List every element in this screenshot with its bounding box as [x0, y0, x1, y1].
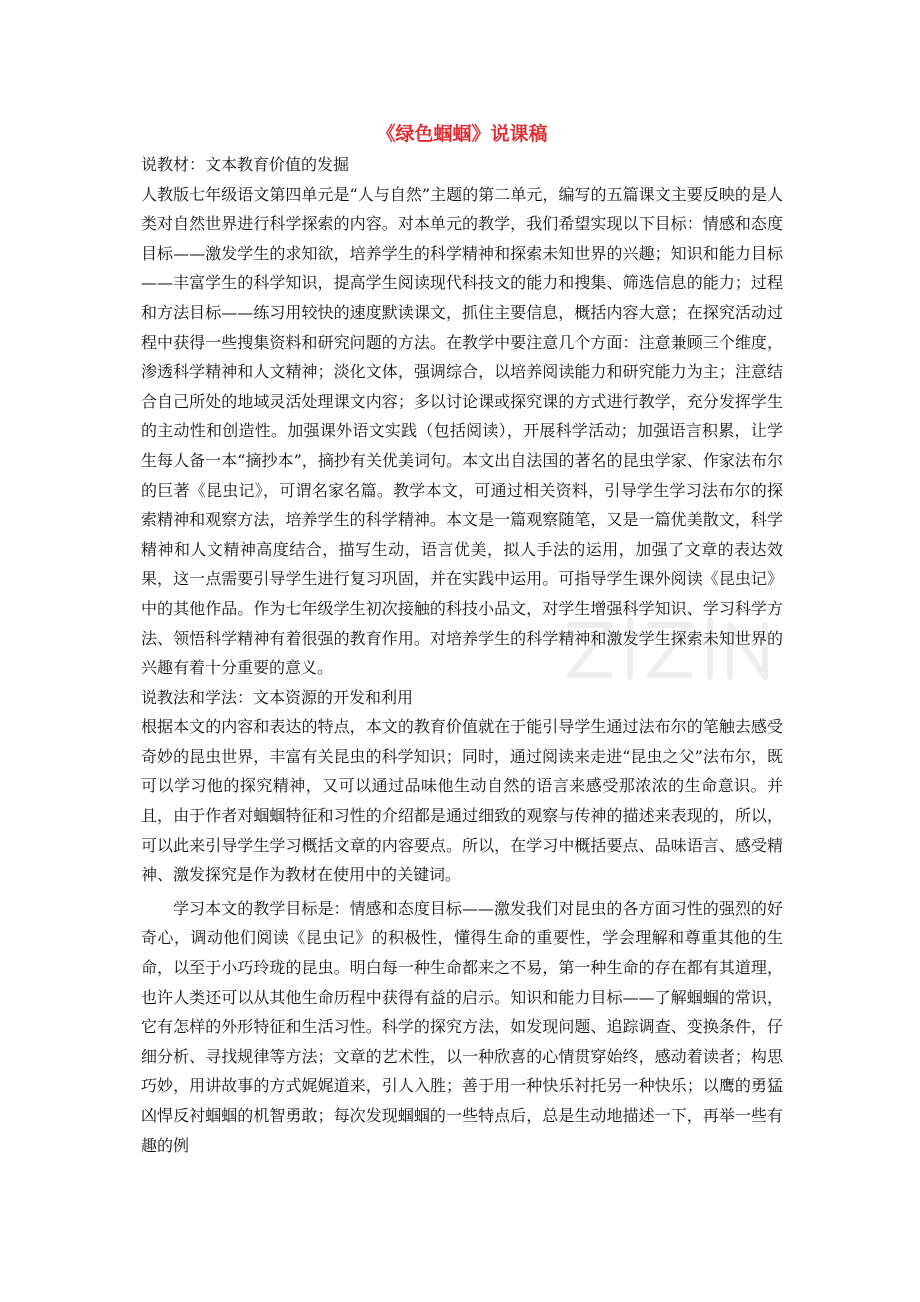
paragraph-objectives: 学习本文的教学目标是：情感和态度目标——激发我们对昆虫的各方面习性的强烈的好奇心，调动他们阅读《昆虫记》的积极性，懂得生命的重要性，学会理解和尊重其他的生命，以至于小巧玲珑的昆虫。明白每一种生命都来之不易，第一种生命的存在都有其道理，也许人类还可以从其他生命历程中获得有益的启示。知识和能力目标——了解蝈蝈的常识，它有怎样的外形特征和生活习性。科学的探究方法，如发现问题、追踪调查、变换条件，仔细分析、寻找规律等方法；文章的艺术性，以一种欣喜的心情贯穿始终，感动着读者；构思巧妙，用讲故事的方式娓娓道来，引人入胜；善于用一种快乐衬托另一种快乐；以鹰的勇猛凶悍反衬蝈蝈的机智勇敢；每次发现蝈蝈的一些特点后，总是生动地描述一下，再举一些有趣的例: [141, 898, 783, 1155]
section-heading-textbook: 说教材：文本教育价值的发掘: [141, 155, 350, 174]
section-heading-methods: 说教法和学法：文本资源的开发和利用: [141, 687, 414, 707]
paragraph-methods: 根据本文的内容和表达的特点，本文的教育价值就在于能引导学生通过法布尔的笔触去感受奇妙的昆虫世界，丰富有关昆虫的科学知识；同时，通过阅读来走进“昆虫之父”法布尔，既可以学习他的探究精神，又可以通过品味他生动自然的语言来感受那浓浓的生命意识。并且，由于作者对蝈蝈特征和习性的介绍都是通过细致的观察与传神的描述来表现的，所以，可以此来引导学生学习概括文章的内容要点。所以，在学习中概括要点、品味语言、感受精神、激发探究是作为教材在使用中的关键词。: [141, 717, 783, 885]
paragraph-textbook: 人教版七年级语文第四单元是“人与自然”主题的第二单元，编写的五篇课文主要反映的是人类对自然世界进行科学探索的内容。对本单元的教学，我们希望实现以下目标：情感和态度目标——激发学生的求知欲，培养学生的科学精神和探索未知世界的兴趣；知识和能力目标——丰富学生的科学知识，提高学生阅读现代科技文的能力和搜集、筛选信息的能力；过程和方法目标——练习用较快的速度默读课文，抓住主要信息，概括内容大意；在探究活动过程中获得一些搜集资料和研究问题的方法。在教学中要注意几个方面：注意兼顾三个维度，渗透科学精神和人文精神；淡化文体，强调综合，以培养阅读能力和研究能力为主；注意结合自己所处的地域灵活处理课文内容；多以讨论课或探究课的方式进行教学，充分发挥学生的主动性和创造性。加强课外语文实践（包括阅读），开展科学活动；加强语言积累，让学生每人备一本“摘抄本”，摘抄有关优美词句。本文出自法国的著名的昆虫学家、作家法布尔的巨著《昆虫记》，可谓名家名篇。教学本文，可通过相关资料，引导学生学习法布尔的探索精神和观察方法，培养学生的科学精神。本文是一篇观察随笔，又是一篇优美散文，科学精神和人文精神高度结合，描写生动，语言优美，拟人手法的运用，加强了文章的表达效果，这一点需要引导学生进行复习巩固，并在实践中运用。可指导学生课外阅读《昆虫记》中的其他作品。作为七年级学生初次接触的科技小品文，对学生增强科学知识、学习科学方法、领悟科学精神有着很强的教育作用。对培养学生的科学精神和激发学生探索未知世界的兴趣有着十分重要的意义。: [141, 184, 783, 678]
document-title: 《绿色蝈蝈》说课稿: [376, 123, 548, 145]
document-body: [141, 120, 783, 1160]
